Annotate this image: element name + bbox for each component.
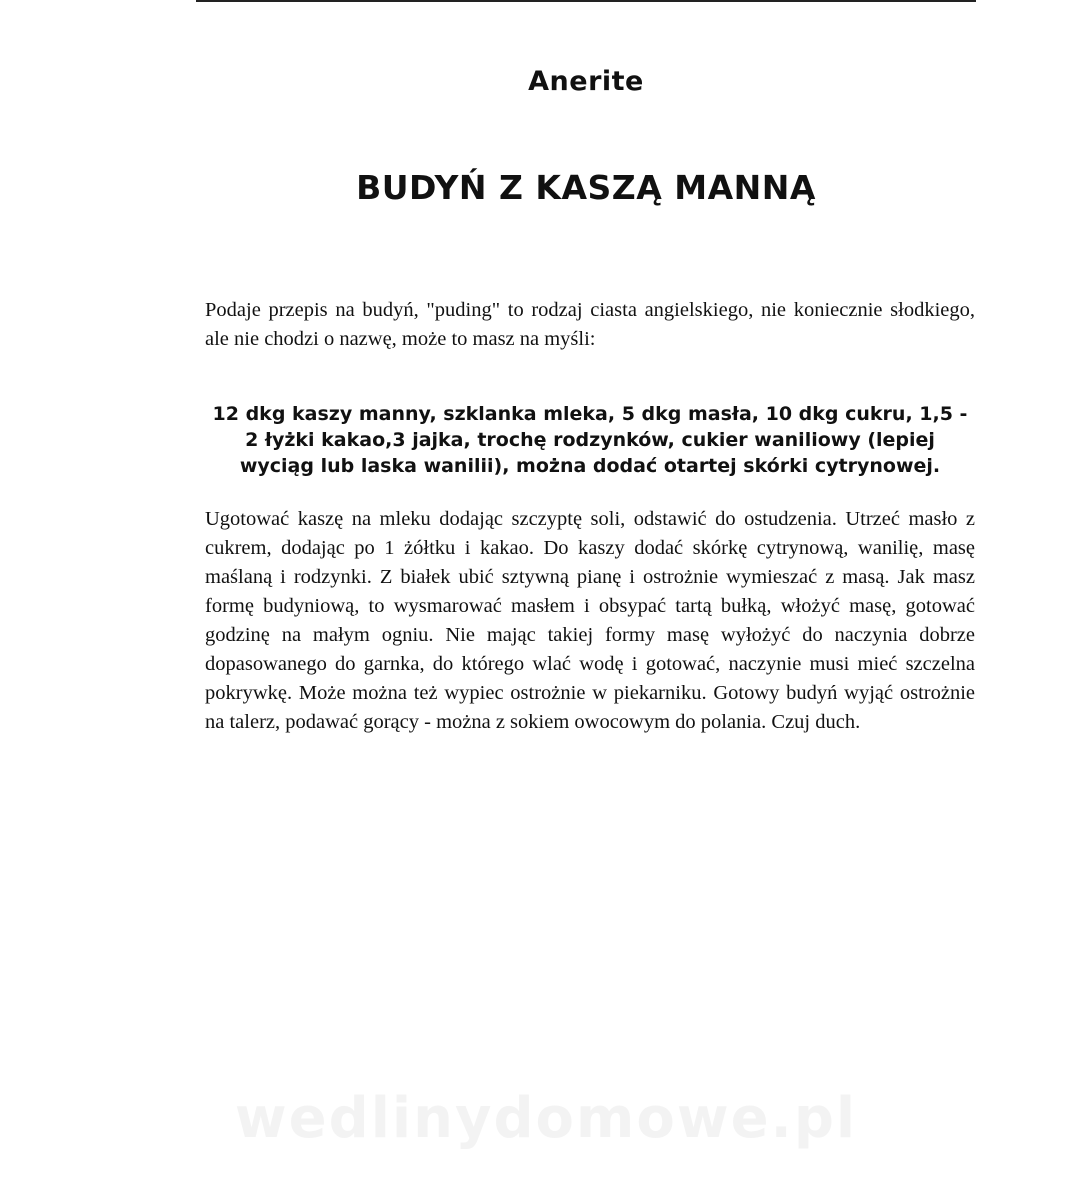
recipe-title: BUDYŃ Z KASZĄ MANNĄ (356, 168, 816, 207)
method-paragraph: Ugotować kaszę na mleku dodając szczyptę soli, odstawić do ostudzenia. Utrzeć masło z cukrem, dodając po 1 żółtku i kakao. Do kaszy dodać skórkę cytrynową, wanilię, masę maślaną i rodzynki. Z białek ubić sztywną pianę i ostrożnie wymieszać z masą. Jak masz formę budyniową, to wysmarować masłem i obsypać tartą bułką, włożyć masę, gotować godzinę na małym ogniu. Nie mając takiej formy masę wyłożyć do naczynia dobrze dopasowanego do garnka, do którego wlać wodę i gotować, naczynie musi mieć szczelna pokrywkę. Może można też wypiec ostrożnie w piekarniku. Gotowy budyń wyjąć ostrożnie na talerz, podawać gorący - można z sokiem owocowym do polania. Czuj duch. (205, 508, 975, 733)
author-name: Anerite (528, 66, 644, 97)
top-divider (196, 0, 976, 2)
site-watermark: wedlinydomowe.pl (234, 1086, 858, 1151)
ingredients-paragraph: 12 dkg kaszy manny, szklanka mleka, 5 dkg masła, 10 dkg cukru, 1,5 - 2 łyżki kakao,3 jajka, trochę rodzynków, cukier waniliowy (lepiej wyciąg lub laska wanilii), można dodać otartej skórki cytrynowej. (212, 403, 968, 477)
intro-paragraph: Podaje przepis na budyń, "puding" to rodzaj ciasta angielskiego, nie koniecznie słodkiego, ale nie chodzi o nazwę, może to masz na myśli: (205, 299, 975, 350)
